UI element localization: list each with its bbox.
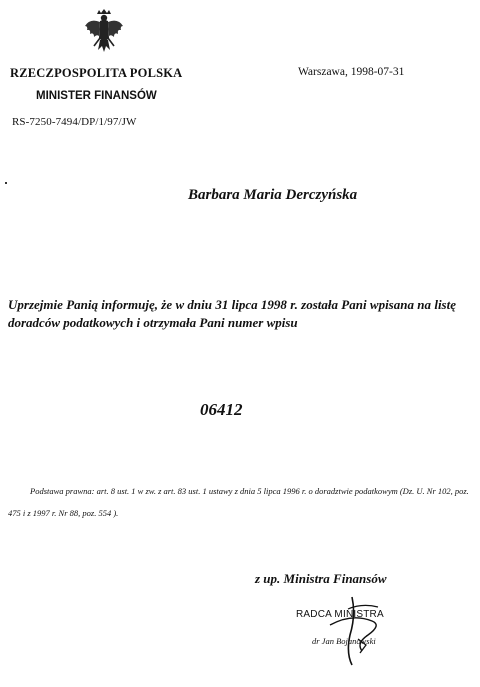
registration-number: 06412 [200, 400, 243, 419]
legal-basis: Podstawa prawna: art. 8 ust. 1 w zw. z art. 83 ust. 1 ustawy z dnia 5 lipca 1996 r. o doradztwie podatkowym (Dz. U. Nr 102, poz. 475 i z 1997 r. Nr 88, poz. 554 ). [8, 486, 469, 518]
letter-date: Warszawa, 1998-07-31 [298, 66, 405, 78]
signoff-line: z up. Ministra Finansów [255, 571, 387, 586]
scan-speck [5, 182, 7, 184]
signer-title: RADCA MINISTRA [296, 609, 384, 620]
organization-name: RZECZPOSPOLITA POLSKA [10, 66, 183, 80]
ministry-name: MINISTER FINANSÓW [36, 90, 157, 102]
reference-number: RS-7250-7494/DP/1/97/JW [12, 116, 137, 128]
polish-eagle-emblem-icon [84, 8, 124, 58]
signer-name: dr Jan Bojanowski [312, 636, 376, 646]
handwritten-signature [322, 595, 410, 667]
letter-body: Uprzejmie Panią informuję, że w dniu 31 lipca 1998 r. została Pani wpisana na listę doradców podatkowych i otrzymała Pani numer wpisu [8, 297, 456, 330]
addressee-name: Barbara Maria Derczyńska [188, 187, 358, 203]
